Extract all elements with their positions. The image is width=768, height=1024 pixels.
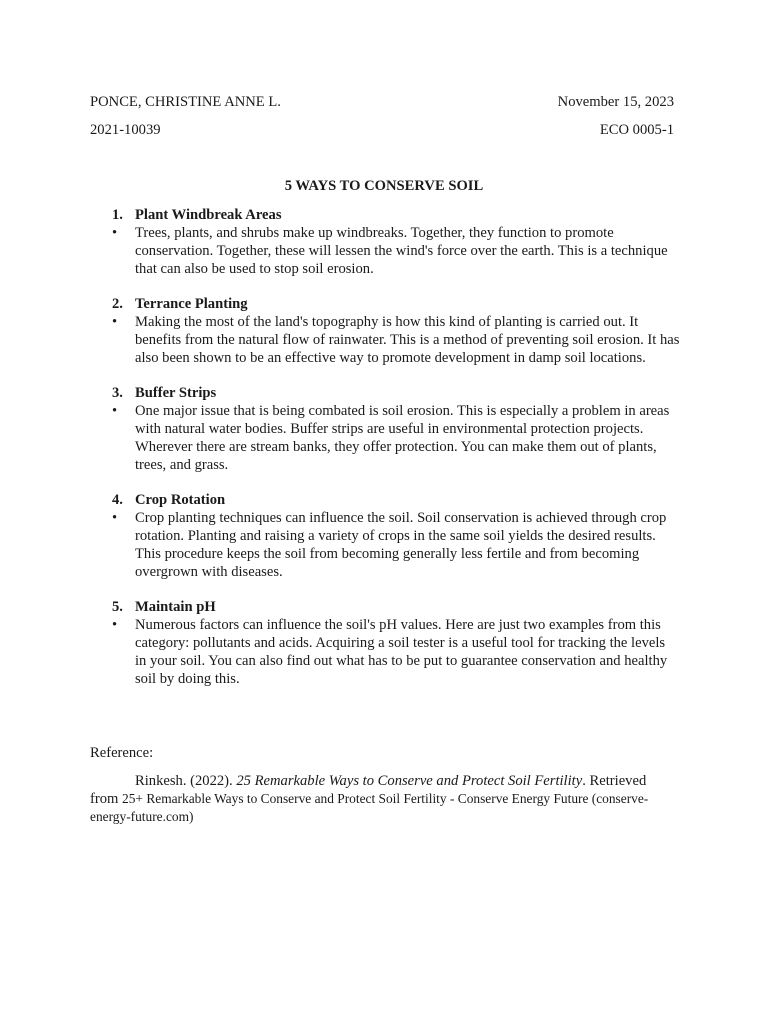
reference-entry <box>90 772 670 826</box>
list-item <box>90 295 680 367</box>
bullet-icon: • <box>112 403 118 419</box>
reference-source-link[interactable]: 25+ Remarkable Ways to Conserve and Protect Soil Fertility - Conserve Energy Future (conserve-energy-future.com) <box>90 791 649 824</box>
reference-work-title: 25 Remarkable Ways to Conserve and Protect Soil Fertility <box>236 773 583 789</box>
item-number: 1. <box>112 207 123 223</box>
list-item <box>90 598 680 688</box>
item-heading <box>90 598 680 616</box>
item-body: Crop planting techniques can influence the soil. Soil conservation is achieved through crop rotation. Planting and raising a variety of crops in the same soil yields the desired results. This procedure keeps the soil from becoming generally less fertile and from becoming overgrown with diseases. <box>135 510 667 580</box>
item-bullet <box>90 616 680 688</box>
course-code: ECO 0005-1 <box>599 122 674 138</box>
reference-label: Reference: <box>90 745 154 761</box>
bullet-icon: • <box>112 314 118 330</box>
item-bullet <box>90 313 680 367</box>
student-name: PONCE, CHRISTINE ANNE L. <box>90 94 281 110</box>
item-body: One major issue that is being combated is soil erosion. This is especially a problem in areas with natural water bodies. Buffer strips are useful in environmental protection projects. Wherever there are stream banks, they offer protection. You can make them out of plants, trees, and grass. <box>135 403 670 473</box>
reference-author-year: Rinkesh. (2022). <box>135 773 237 789</box>
item-body: Numerous factors can influence the soil's pH values. Here are just two examples from this category: pollutants and acids. Acquiring a soil tester is a useful tool for tracking the levels in your soil. You can also find out what has to be put to guarantee conservation and healthy soil by doing this. <box>135 617 668 687</box>
item-body: Trees, plants, and shrubs make up windbreaks. Together, they function to promote conservation. Together, these will lessen the wind's force over the earth. This is a technique that can also be used to stop soil erosion. <box>135 225 668 277</box>
item-heading <box>90 206 680 224</box>
item-number: 4. <box>112 492 123 508</box>
item-title: Terrance Planting <box>135 296 248 312</box>
document-date: November 15, 2023 <box>557 94 674 110</box>
header-row-1 <box>90 93 674 111</box>
item-heading <box>90 491 680 509</box>
bullet-icon: • <box>112 510 118 526</box>
item-title: Crop Rotation <box>135 492 226 508</box>
list-item <box>90 491 680 581</box>
document-title: 5 WAYS TO CONSERVE SOIL <box>284 178 484 194</box>
list-item <box>90 206 680 278</box>
item-bullet <box>90 224 680 278</box>
item-bullet <box>90 509 680 581</box>
reference-retrieved: . Retrieved from <box>90 773 647 807</box>
item-heading <box>90 295 680 313</box>
bullet-icon: • <box>112 225 118 241</box>
item-title: Plant Windbreak Areas <box>135 207 282 223</box>
item-title: Buffer Strips <box>135 385 217 401</box>
bullet-icon: • <box>112 617 118 633</box>
list-item <box>90 384 680 474</box>
item-bullet <box>90 402 680 474</box>
item-body: Making the most of the land's topography is how this kind of planting is carried out. It benefits from the natural flow of rainwater. This is a method of preventing soil erosion. It has also been shown to be an effective way to promote development in damp soil locations. <box>135 314 680 366</box>
item-title: Maintain pH <box>135 599 216 615</box>
item-number: 5. <box>112 599 123 615</box>
header-row-2 <box>90 121 674 139</box>
item-heading <box>90 384 680 402</box>
item-number: 2. <box>112 296 123 312</box>
item-number: 3. <box>112 385 123 401</box>
student-id: 2021-10039 <box>90 122 161 138</box>
conservation-list <box>90 206 680 705</box>
